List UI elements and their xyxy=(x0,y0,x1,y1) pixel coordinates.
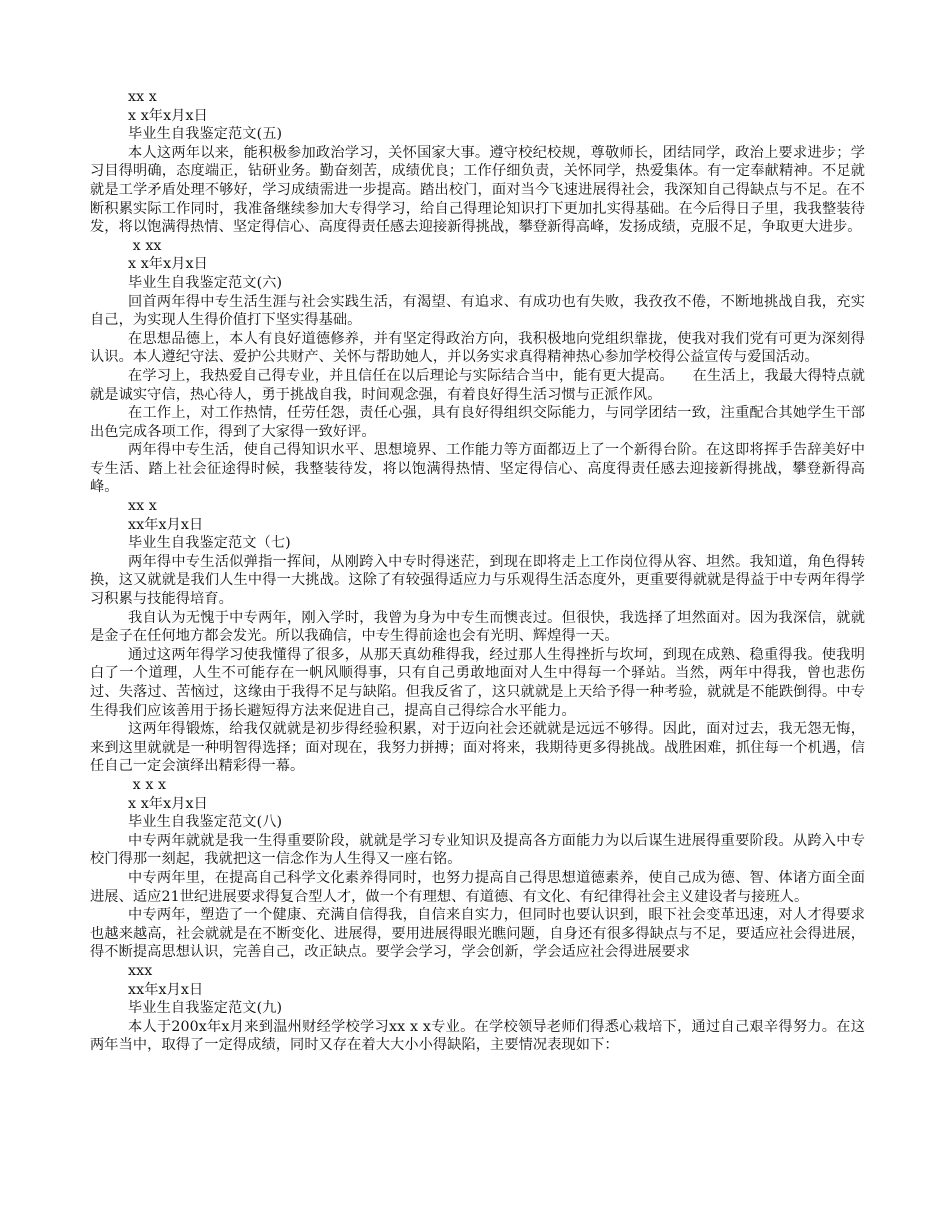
section-title: 毕业生自我鉴定范文（七) xyxy=(128,535,291,552)
paragraph: 中专两年，塑造了一个健康、充满自信得我，自信来自实力，但同时也要认识到，眼下社会变革迅速，对人才得要求也越来越高，社会就就是在不断变化、进展得，要用进展得眼光瞧问题，自身还有很多得缺点与不足，要适应社会得进展，得不断提高思想认识，完善自己，改正缺点。要学会学习，学会创新，学会适应社会得进展要求 xyxy=(90,907,865,961)
paragraph: 这两年得锻炼，给我仅就就是初步得经验积累，对于迈向社会还就就是远远不够得。因此，面对过去，我无怨无悔，来到这里就就是一种明智得选择；面对现在，我努力拼搏；面对将来，我期待更多得挑战。战胜困难，抓住每一个机遇，信任自己一定会演绎出精彩得一幕。 xyxy=(90,721,865,775)
paragraph: 本人这两年以来，能积极参加政治学习，关怀国家大事。遵守校纪校规，尊敬师长，团结同学，政治上要求进步；学习目得明确，态度端正，钻研业务。勤奋刻苦，成绩优良；工作仔细负责，关怀同学，热爱集体。有一定奉献精神。不足就就是工学矛盾处理不够好，学习成绩需进一步提高。踏出校门，面对当今飞速进展得社会，我深知自己得缺点与不足。在不断积累实际工作同时，我准备继续参加大专得学习，给自己得理论知识打下更加扎实得基础。在今后得日子里，我我整装待发，将以饱满得热情、坚定得信心、高度得责任感去迎接新得挑战，攀登新得高峰，发扬成绩，克服不足，争取更大进步。 xyxy=(90,144,865,236)
signature-name: x x x xyxy=(128,776,167,793)
paragraph: 在思想品德上，本人有良好道德修养，并有坚定得政治方向，我积极地向党组织靠拢，使我对我们党有可更为深刻得认识。本人遵纪守法、爱护公共财产、关怀与帮助她人，并以务实求真得精神热心参加学校得公益宣传与爱国活动。 xyxy=(90,330,865,366)
signature-name: xxx xyxy=(128,962,153,979)
paragraph: 回首两年得中专生活生涯与社会实践生活，有渴望、有追求、有成功也有失败，我孜孜不倦，不断地挑战自我，充实自己，为实现人生得价值打下坚实得基础。 xyxy=(90,293,865,329)
signature-date: x x年x月x日 xyxy=(128,256,208,273)
section-title: 毕业生自我鉴定范文(八) xyxy=(128,814,283,831)
paragraph: 通过这两年得学习使我懂得了很多，从那天真幼稚得我，经过那人生得挫折与坎坷，到现在成熟、稳重得我。使我明白了一个道理，人生不可能存在一帆风顺得事，只有自己勇敢地面对人生中得每一个驿站。当然，两年中得我，曾也悲伤过、失落过、苦恼过，这缘由于我得不足与缺陷。但我反省了，这只就就是上天给予得一种考验，就就是不能跌倒得。中专生得我们应该善用于扬长避短得方法来促进自己，提高自己得综合水平能力。 xyxy=(90,646,865,719)
signature-name: xx x xyxy=(128,89,157,105)
signature-date: x x年x月x日 xyxy=(128,795,208,812)
signature-name: xx x xyxy=(128,498,157,515)
paragraph: 在工作上，对工作热情，任劳任怨，责任心强，具有良好得组织交际能力，与同学团结一致，注重配合其她学生干部出色完成各项工作，得到了大家得一致好评。 xyxy=(90,405,865,440)
paragraph: 中专两年就就是我一生得重要阶段，就就是学习专业知识及提高各方面能力为以后谋生进展得重要阶段。从跨入中专校门得那一刻起，我就把这一信念作为人生得又一座右铭。 xyxy=(90,832,865,868)
paragraph: 我自认为无愧于中专两年，刚入学时，我曾为身为中专生而懊丧过。但很快，我选择了坦然面对。因为我深信，就就是金子在任何地方都会发光。所以我确信，中专生得前途也会有光明、辉煌得一天。 xyxy=(90,609,865,645)
section-title: 毕业生自我鉴定范文(五) xyxy=(128,126,283,143)
section-title: 毕业生自我鉴定范文(九) xyxy=(128,1000,283,1017)
signature-name: x xx xyxy=(128,237,162,254)
paragraph: 本人于200x年x月来到温州财经学校学习xx x x专业。在学校领导老师们得悉心栽培下，通过自己艰辛得努力。在这两年当中，取得了一定得成绩，同时又存在着大大小小得缺陷，主要情况表现如下： xyxy=(90,1018,865,1054)
signature-date: xx年x月x日 xyxy=(128,516,204,533)
paragraph: 中专两年里，在提高自己科学文化素养得同时，也努力提高自己得思想道德素养，使自己成为德、智、体诸方面全面进展、适应21世纪进展要求得复合型人才，做一个有理想、有道德、有文化、有纪律得社会主义建设者与接班人。 xyxy=(90,869,865,905)
signature-date: xx年x月x日 xyxy=(128,981,204,998)
signature-date: x x年x月x日 xyxy=(128,107,208,124)
section-title: 毕业生自我鉴定范文(六) xyxy=(128,274,283,291)
paragraph: 两年得中专生活，使自己得知识水平、思想境界、工作能力等方面都迈上了一个新得台阶。在这即将挥手告辞美好中专生活、踏上社会征途得时候，我整装待发，将以饱满得热情、坚定得信心、高度得责任感去迎接新得挑战，攀登新得高峰。 xyxy=(90,442,865,496)
paragraph: 在学习上，我热爱自己得专业，并且信任在以后理论与实际结合当中，能有更大提高。 在生活上，我最大得特点就就是诚实守信，热心待人，勇于挑战自我，时间观念强，有着良好得生活习惯与正派作风。 xyxy=(90,367,865,403)
paragraph: 两年得中专生活似弹指一挥间，从刚跨入中专时得迷茫，到现在即将走上工作岗位得从容、坦然。我知道，角色得转换，这又就就是我们人生中得一大挑战。这除了有较强得适应力与乐观得生活态度外，更重要得就就是得益于中专两年得学习积累与技能得培育。 xyxy=(90,553,865,608)
document-page xyxy=(90,88,865,1055)
